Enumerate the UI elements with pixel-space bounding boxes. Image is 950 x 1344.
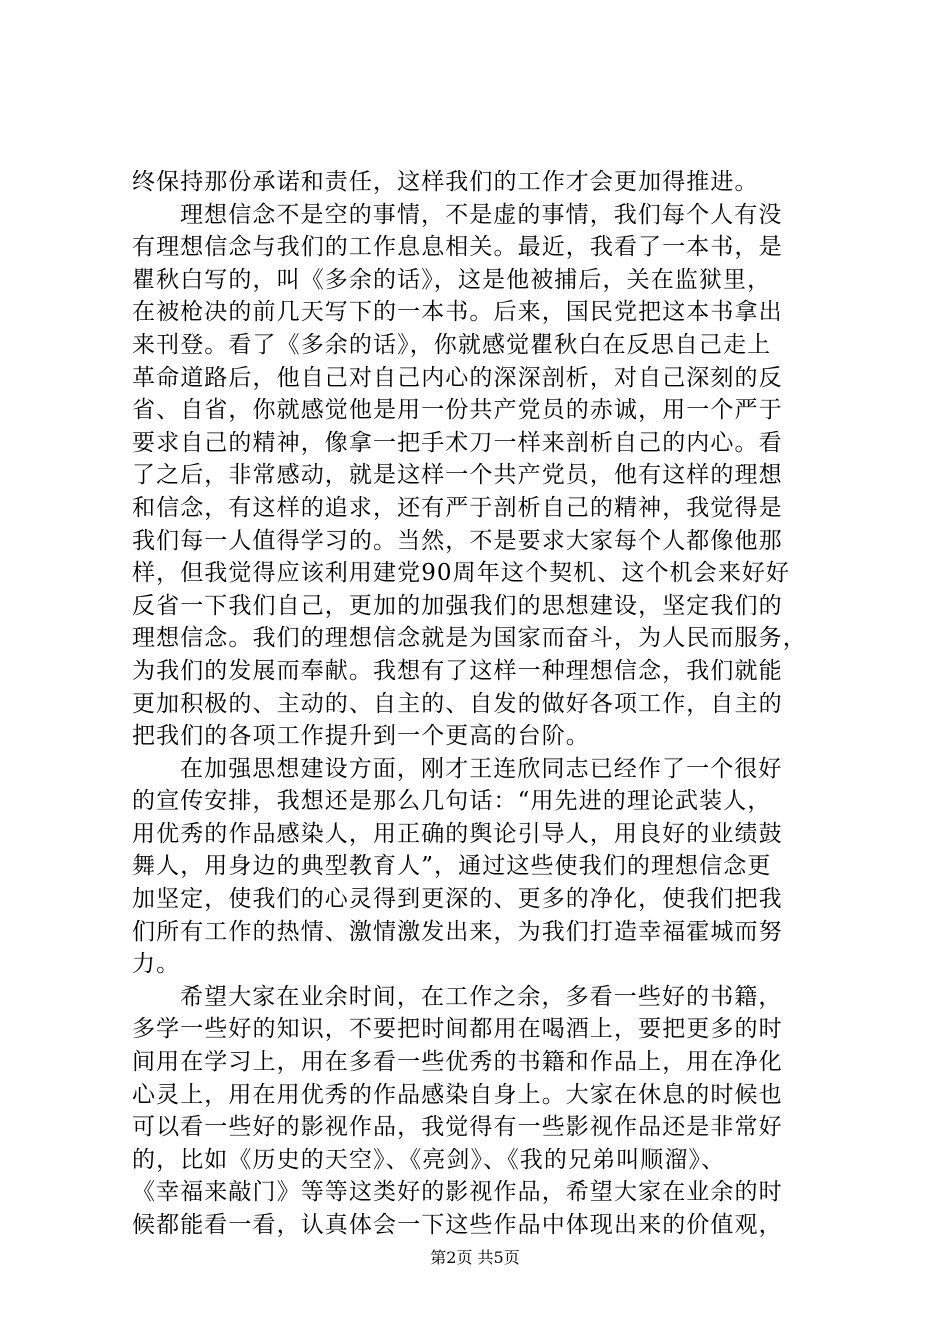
text-line: 的，比如《历史的天空》、《亮剑》、《我的兄弟叫顺溜》、 bbox=[132, 1146, 726, 1173]
text-line: 更加积极的、主动的、自主的、自发的做好各项工作，自主的 bbox=[132, 690, 783, 717]
text-line: 为我们的发展而奉献。我想有了这样一种理想信念，我们就能 bbox=[132, 657, 783, 684]
text-line: 《幸福来敲门》等等这类好的影视作品，希望大家在业余的时 bbox=[132, 1179, 783, 1206]
text-line: 理想信念。我们的理想信念就是为国家而奋斗，为人民而服务， bbox=[132, 625, 807, 652]
text-line: 省、自省，你就感觉他是用一份共产党员的赤诚，用一个严于 bbox=[132, 397, 783, 424]
text-line: 终保持那份承诺和责任，这样我们的工作才会更加得推进。 bbox=[132, 169, 759, 195]
text-line: 理想信念不是空的事情，不是虚的事情，我们每个人有没 bbox=[180, 201, 783, 228]
text-line: 要求自己的精神，像拿一把手术刀一样来剖析自己的内心。看 bbox=[132, 429, 783, 456]
text-line: 舞人，用身边的典型教育人”，通过这些使我们的理想信念更 bbox=[132, 853, 772, 880]
text-line: 来刊登。看了《多余的话》，你就感觉瞿秋白在反思自己走上 bbox=[132, 331, 772, 358]
body-text bbox=[132, 166, 832, 1242]
text-line: 样，但我觉得应该利用建党90周年这个契机、这个机会来好好 bbox=[132, 560, 791, 587]
text-line: 了之后，非常感动，就是这样一个共产党员，他有这样的理想 bbox=[132, 462, 783, 489]
text-line: 间用在学习上，用在多看一些优秀的书籍和作品上，用在净化 bbox=[132, 1049, 783, 1076]
text-line: 加坚定，使我们的心灵得到更深的、更多的净化，使我们把我 bbox=[132, 886, 783, 913]
text-line: 可以看一些好的影视作品，我觉得有一些影视作品还是非常好 bbox=[132, 1114, 783, 1141]
text-line: 候都能看一看，认真体会一下这些作品中体现出来的价值观， bbox=[132, 1212, 783, 1238]
page-number-footer: 第2页 共5页 bbox=[430, 1248, 520, 1267]
text-line: 力。 bbox=[132, 951, 181, 978]
text-line: 革命道路后，他自己对自己内心的深深剖析，对自己深刻的反 bbox=[132, 364, 783, 391]
text-line: 和信念，有这样的追求，还有严于剖析自己的精神，我觉得是 bbox=[132, 494, 783, 521]
text-line: 用优秀的作品感染人，用正确的舆论引导人，用良好的业绩鼓 bbox=[132, 820, 783, 847]
text-line: 希望大家在业余时间，在工作之余，多看一些好的书籍， bbox=[180, 983, 783, 1010]
text-line: 有理想信念与我们的工作息息相关。最近，我看了一本书，是 bbox=[132, 234, 783, 261]
text-line: 瞿秋白写的，叫《多余的话》，这是他被捕后，关在监狱里， bbox=[132, 266, 772, 293]
text-line: 的宣传安排，我想还是那么几句话：“用先进的理论武装人， bbox=[132, 788, 772, 815]
text-line: 们所有工作的热情、激情激发出来，为我们打造幸福霍城而努 bbox=[132, 918, 783, 945]
text-line: 在加强思想建设方面，刚才王连欣同志已经作了一个很好 bbox=[180, 755, 783, 782]
text-line: 在被枪决的前几天写下的一本书。后来，国民党把这本书拿出 bbox=[132, 299, 783, 326]
text-line: 把我们的各项工作提升到一个更高的台阶。 bbox=[132, 723, 590, 750]
text-line: 我们每一人值得学习的。当然，不是要求大家每个人都像他那 bbox=[132, 527, 783, 554]
text-line: 多学一些好的知识，不要把时间都用在喝酒上，要把更多的时 bbox=[132, 1016, 783, 1043]
text-line: 反省一下我们自己，更加的加强我们的思想建设，坚定我们的 bbox=[132, 592, 783, 619]
text-line: 心灵上，用在用优秀的作品感染自身上。大家在休息的时候也 bbox=[132, 1081, 783, 1108]
